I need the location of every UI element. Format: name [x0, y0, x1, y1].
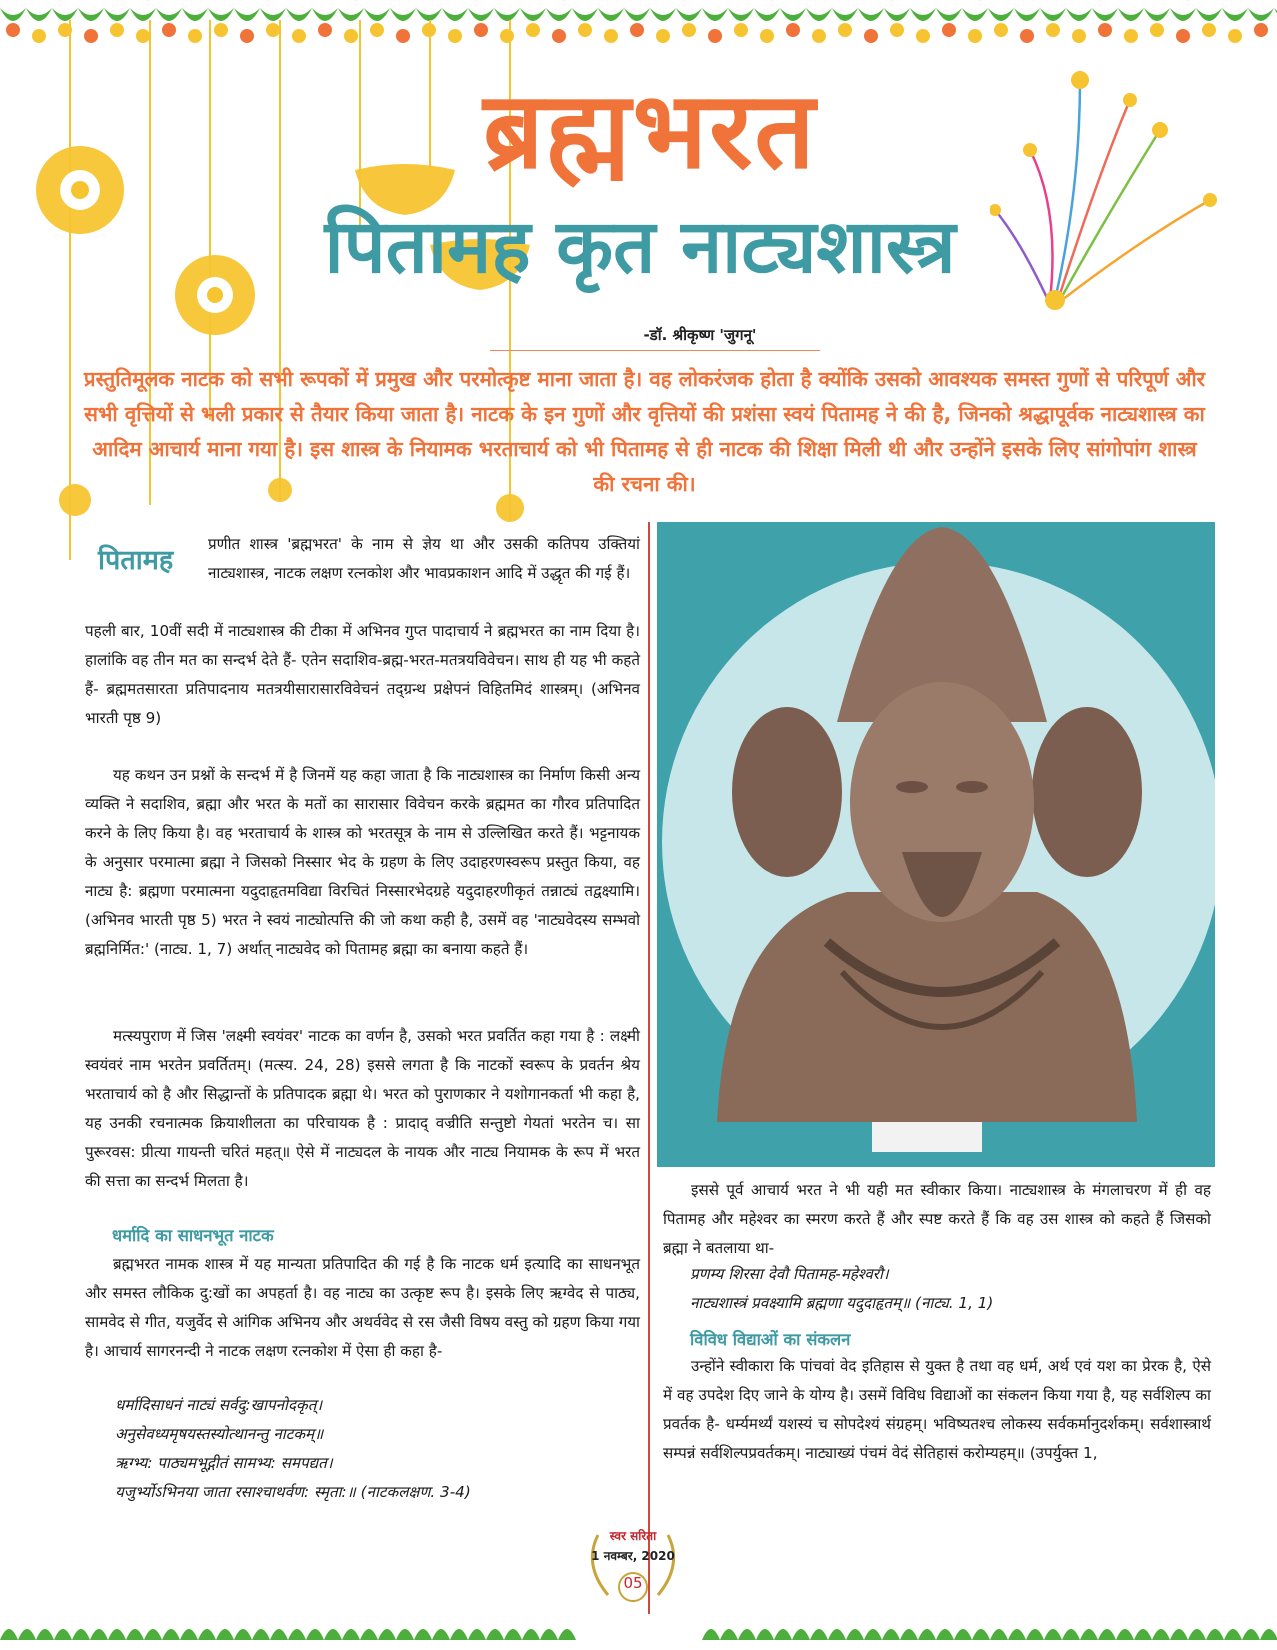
- intro-paragraph: प्रस्तुतिमूलक नाटक को सभी रूपकों में प्रमुख और परमोत्कृष्ट माना जाता है। वह लोकरंजक होता है क्योंकि उसको आवश्यक समस्त गुणों से परिपूर्ण और सभी वृत्तियों से भली प्रकार से तैयार किया जाता है। नाटक के इन गुणों और वृत्तियों की प्रशंसा स्वयं पितामह ने की है, जिनको श्रद्धापूर्वक नाट्यशास्त्र का आदिम आचार्य माना गया है। इस शास्त्र के नियामक भरताचार्य को भी पितामह से ही नाटक की शिक्षा मिली थी और उन्होंने इसके लिए सांगोपांग शास्त्र की रचना की।: [83, 367, 1206, 496]
- garland-leaf: [1242, 1629, 1260, 1640]
- garland-leaf: [864, 1629, 882, 1640]
- garland-leaf: [1222, 8, 1248, 21]
- garland-leaf: [0, 1629, 18, 1640]
- garland-leaf: [360, 1629, 378, 1640]
- garland-leaf: [624, 8, 650, 21]
- garland-leaf: [774, 1629, 792, 1640]
- garland-leaf: [936, 1629, 954, 1640]
- garland-leaf: [738, 1629, 756, 1640]
- garland-leaf: [598, 8, 624, 21]
- garland-leaf: [1170, 1629, 1188, 1640]
- garland-leaf: [900, 1629, 918, 1640]
- garland-leaf: [910, 8, 936, 21]
- marigold-flower: [1020, 29, 1034, 43]
- marigold-flower: [656, 29, 670, 43]
- brahma-sculpture-photo: [657, 522, 1215, 1167]
- garland-leaf: [1040, 8, 1066, 21]
- garland-leaf: [954, 1629, 972, 1640]
- marigold-flower: [812, 29, 826, 43]
- marigold-flower: [1176, 29, 1190, 43]
- garland-leaf: [1080, 1629, 1098, 1640]
- garland-leaf: [288, 1629, 306, 1640]
- verse-line: धर्मादिसाधनं नाट्यं सर्वदु:खापनोदकृत्।: [115, 1396, 323, 1414]
- marigold-flower: [890, 23, 904, 37]
- garland-leaf: [1206, 1629, 1224, 1640]
- garland-leaf: [1116, 1629, 1134, 1640]
- marigold-flower: [708, 29, 722, 43]
- garland-leaf: [720, 1629, 738, 1640]
- garland-leaf: [162, 1629, 180, 1640]
- body-paragraph-2: यह कथन उन प्रश्नों के सन्दर्भ में है जिनमें यह कहा जाता है कि नाट्यशास्त्र का निर्माण किसी अन्य व्यक्ति ने सदाशिव, ब्रह्मा और भरत के मतों का सारासार विवेचन करके ब्रह्ममत का गौरव प्रतिपादित करने के लिए किया है। वह भरताचार्य के शास्त्र को भरतसूत्र के नाम से उल्लिखित करते हैं। भट्टनायक के अनुसार परमात्मा ब्रह्मा ने जिसको निस्सार भेद के ग्रहण के लिए उदाहरणस्वरूप प्रस्तुत किया, वह नाट्य है: ब्रह्मणा परमात्मना यदुदाहृतमविद्या विरचितं निस्सारभेदग्रहे यदुदाहरणीकृतं तन्नाट्यं तद्वक्ष्यामि। (अभिनव भारती पृष्ठ 5) भरत ने स्वयं नाट्योत्पत्ति की जो कथा कही है, उसमें वह 'नाट्यवेदस्य सम्भवो ब्रह्मनिर्मित:' (नाट्य. 1, 7) अर्थात् नाट्यवेद को पितामह ब्रह्मा का बनाया कहते हैं।: [85, 766, 640, 958]
- garland-leaf: [144, 1629, 162, 1640]
- marigold-flower: [1098, 23, 1112, 37]
- garland-leaf: [858, 8, 884, 21]
- garland-leaf: [72, 1629, 90, 1640]
- garland-leaf: [198, 1629, 216, 1640]
- marigold-flower: [916, 29, 930, 43]
- garland-leaf: [1118, 8, 1144, 21]
- drop-word-heading: पितामह: [98, 545, 174, 576]
- marigold-flower: [838, 23, 852, 37]
- garland-leaf: [1224, 1629, 1242, 1640]
- garland-leaf: [270, 1629, 288, 1640]
- author-divider: [490, 350, 820, 351]
- right-paragraph-1: इससे पूर्व आचार्य भरत ने भी यही मत स्वीकार किया। नाट्यशास्त्र के मंगलाचरण में ही वह पितामह और महेश्वर का स्मरण करते हैं और स्पष्ट करते हैं कि वह उस शास्त्र को कहते हैं जिसको ब्रह्मा ने बतलाया था-: [663, 1181, 1211, 1257]
- garland-leaf: [650, 8, 676, 21]
- garland-leaf: [1134, 1629, 1152, 1640]
- title-main: ब्रह्मभरत: [483, 69, 817, 192]
- garland-leaf: [918, 1629, 936, 1640]
- garland-leaf: [792, 1629, 810, 1640]
- issue-date: 1 नवम्बर, 2020: [591, 1549, 675, 1563]
- garland-leaf: [1260, 1629, 1277, 1640]
- magazine-name: स्वर सरिता: [609, 1529, 657, 1543]
- garland-leaf: [36, 1629, 54, 1640]
- right-paragraph-2: उन्होंने स्वीकारा कि पांचवां वेद इतिहास से युक्त है तथा वह धर्म, अर्थ एवं यश का प्रेरक है, ऐसे में वह उपदेश दिए जाने के योग्य है। उसमें विविध विद्याओं का संकलन किया गया है, यह सर्वशिल्प का प्रवर्तक है- धर्म्यमर्थ्यं यशस्यं च सोपदेश्यं संग्रहम्। भविष्यतश्च लोकस्य सर्वकर्मानुदर्शकम्। सर्वशास्त्रार्थ सम्पन्नं सर्वशिल्पप्रवर्तकम्। नाट्याख्यं पंचमं वेदं सेतिहासं करोम्यहम्॥ (उपर्युक्त 1,: [663, 1357, 1211, 1462]
- marigold-flower: [1228, 29, 1242, 43]
- garland-leaf: [522, 1629, 540, 1640]
- verse-line: अनुसेवध्यमृषयस्तस्योत्थानन्तु नाटकम्॥: [115, 1425, 324, 1443]
- garland-leaf: [1026, 1629, 1044, 1640]
- garland-leaf: [1196, 8, 1222, 21]
- garland-leaf: [18, 1629, 36, 1640]
- marigold-flower: [1254, 23, 1268, 37]
- garland-leaf: [486, 1629, 504, 1640]
- garland-leaf: [324, 1629, 342, 1640]
- garland-leaf: [1066, 8, 1092, 21]
- garland-leaf: [1014, 8, 1040, 21]
- marigold-flower: [942, 23, 956, 37]
- garland-bottom-decoration: [0, 1612, 1277, 1650]
- garland-leaf: [1144, 8, 1170, 21]
- lead-paragraph-continued: पहली बार, 10वीं सदी में नाट्यशास्त्र की टीका में अभिनव गुप्त पादाचार्य ने ब्रह्मभरत का नाम दिया है। हालांकि वह तीन मत का सन्दर्भ देते हैं- एतेन सदाशिव-ब्रह्म-भरत-मतत्रयविवेचन। साथ ही यह भी कहते हैं- ब्रह्ममतसारता प्रतिपादनाय मतत्रयीसारासारविवेचनं तद्ग्रन्थ प्रक्षेपनं विहितमिदं शास्त्रम्। (अभिनव भारती पृष्ठ 9): [85, 622, 640, 727]
- garland-leaf: [558, 1629, 576, 1640]
- marigold-flower: [1150, 23, 1164, 37]
- marigold-flower: [734, 23, 748, 37]
- garland-leaf: [676, 8, 702, 21]
- body-paragraph-4: ब्रह्मभरत नामक शास्त्र में यह मान्यता प्रतिपादित की गई है कि नाटक धर्म इत्यादि का साधनभूत और समस्त लौकिक दु:खों का अपहर्ता है। वह नाट्य का उत्कृष्ट रूप है। इसके लिए ऋग्वेद से पाठ्य, सामवेद से गीत, यजुर्वेद से आंगिक अभिनय और अथर्ववेद से रस जैसी विषय वस्तु को ग्रहण किया गया है। आचार्य सागरनन्दी ने नाटक लक्षण रत्नकोश में ऐसा ही कहा है-: [85, 1255, 640, 1360]
- marigold-flower: [630, 23, 644, 37]
- marigold-flower: [786, 23, 800, 37]
- garland-leaf: [216, 1629, 234, 1640]
- marigold-flower: [1124, 29, 1138, 43]
- garland-leaf: [1098, 1629, 1116, 1640]
- garland-leaf: [990, 1629, 1008, 1640]
- garland-leaf: [1008, 1629, 1026, 1640]
- marigold-flower: [682, 23, 696, 37]
- garland-leaf: [806, 8, 832, 21]
- garland-leaf: [884, 8, 910, 21]
- garland-leaf: [702, 1629, 720, 1640]
- garland-leaf: [972, 1629, 990, 1640]
- marigold-flower: [968, 29, 982, 43]
- verse-line: नाट्यशास्त्रं प्रवक्ष्यामि ब्रह्मणा यदुदाहृतम्॥ (नाट्य. 1, 1): [690, 1294, 994, 1312]
- marigold-flower: [1072, 29, 1086, 43]
- garland-leaf: [540, 1629, 558, 1640]
- garland-leaf: [1170, 8, 1196, 21]
- marigold-flower: [1046, 23, 1060, 37]
- magazine-footer-badge: [578, 1515, 688, 1605]
- garland-leaf: [504, 1629, 522, 1640]
- verse-line: यजुर्भ्योऽभिनया जाता रसाश्चाथर्वण: स्मृता:॥ (नाटकलक्षण. 3-4): [115, 1483, 471, 1501]
- garland-leaf: [962, 8, 988, 21]
- column-divider: [648, 522, 650, 1614]
- garland-leaf: [882, 1629, 900, 1640]
- garland-leaf: [1248, 8, 1274, 21]
- garland-leaf: [90, 1629, 108, 1640]
- marigold-flower: [864, 29, 878, 43]
- marigold-flower: [1202, 23, 1216, 37]
- garland-leaf: [810, 1629, 828, 1640]
- garland-leaf: [1092, 8, 1118, 21]
- garland-leaf: [126, 1629, 144, 1640]
- garland-leaf: [756, 1629, 774, 1640]
- garland-leaf: [180, 1629, 198, 1640]
- garland-leaf: [342, 1629, 360, 1640]
- page-number: 05: [623, 1574, 643, 1592]
- section-heading-vividh-vidya: विविध विद्याओं का संकलन: [690, 1330, 851, 1349]
- garland-leaf: [378, 1629, 396, 1640]
- garland-leaf: [108, 1629, 126, 1640]
- lead-paragraph: प्रणीत शास्त्र 'ब्रह्मभरत' के नाम से ज्ञेय था और उसकी कतिपय उक्तियां नाट्यशास्त्र, नाटक लक्षण रत्नकोश और भावप्रकाशन आदि में उद्धृत की गई हैं।: [208, 535, 640, 582]
- garland-leaf: [252, 1629, 270, 1640]
- marigold-flower: [760, 29, 774, 43]
- garland-leaf: [1044, 1629, 1062, 1640]
- section-heading-dharmadi: धर्मादि का साधनभूत नाटक: [112, 1226, 274, 1245]
- garland-leaf: [846, 1629, 864, 1640]
- verse-line: ऋग्भ्य: पाठ्यमभूद्गीतं सामभ्य: समपद्यत।: [115, 1454, 333, 1472]
- garland-leaf: [54, 1629, 72, 1640]
- garland-leaf: [702, 8, 728, 21]
- title-subtitle: पितामह कृत नाट्यशास्त्र: [324, 204, 956, 290]
- garland-leaf: [936, 8, 962, 21]
- garland-leaf: [780, 8, 806, 21]
- author-byline: -डॉ. श्रीकृष्ण 'जुगनू': [643, 326, 757, 344]
- garland-leaf: [832, 8, 858, 21]
- garland-leaf: [754, 8, 780, 21]
- garland-leaf: [1062, 1629, 1080, 1640]
- marigold-flower: [604, 29, 618, 43]
- garland-leaf: [988, 8, 1014, 21]
- garland-leaf: [306, 1629, 324, 1640]
- verse-line: प्रणम्य शिरसा देवौ पितामह-महेश्वरौ।: [690, 1265, 889, 1283]
- garland-leaf: [1188, 1629, 1206, 1640]
- garland-leaf: [396, 1629, 414, 1640]
- garland-leaf: [728, 8, 754, 21]
- garland-leaf: [234, 1629, 252, 1640]
- marigold-flower: [994, 23, 1008, 37]
- garland-leaf: [450, 1629, 468, 1640]
- garland-leaf: [468, 1629, 486, 1640]
- body-paragraph-3: मत्स्यपुराण में जिस 'लक्ष्मी स्वयंवर' नाटक का वर्णन है, उसको भरत प्रवर्तित कहा गया है : लक्ष्मी स्वयंवरं नाम भरतेन प्रवर्तितम्। (मत्स्य. 24, 28) इससे लगता है कि नाटकों स्वरूप के प्रवर्तन श्रेय भरताचार्य को है और सिद्धान्तों के प्रतिपादक ब्रह्मा थे। भरत को पुराणकार ने यशोगानकर्ता भी कहा है, यह उनकी रचनात्मक क्रियाशीलता का परिचायक है : प्रादाद् वज्रीति सन्तुष्टो गेयतां भरतेन च। सा पुरूरवस: प्रीत्या गायन्ती चरितं महत्॥ ऐसे में नाट्यदल के नायक और नाट्य नियामक के रूप में भरत की सत्ता का सन्दर्भ मिलता है।: [85, 1027, 640, 1190]
- garland-leaf: [414, 1629, 432, 1640]
- garland-leaf: [432, 1629, 450, 1640]
- garland-leaf: [1152, 1629, 1170, 1640]
- garland-leaf: [828, 1629, 846, 1640]
